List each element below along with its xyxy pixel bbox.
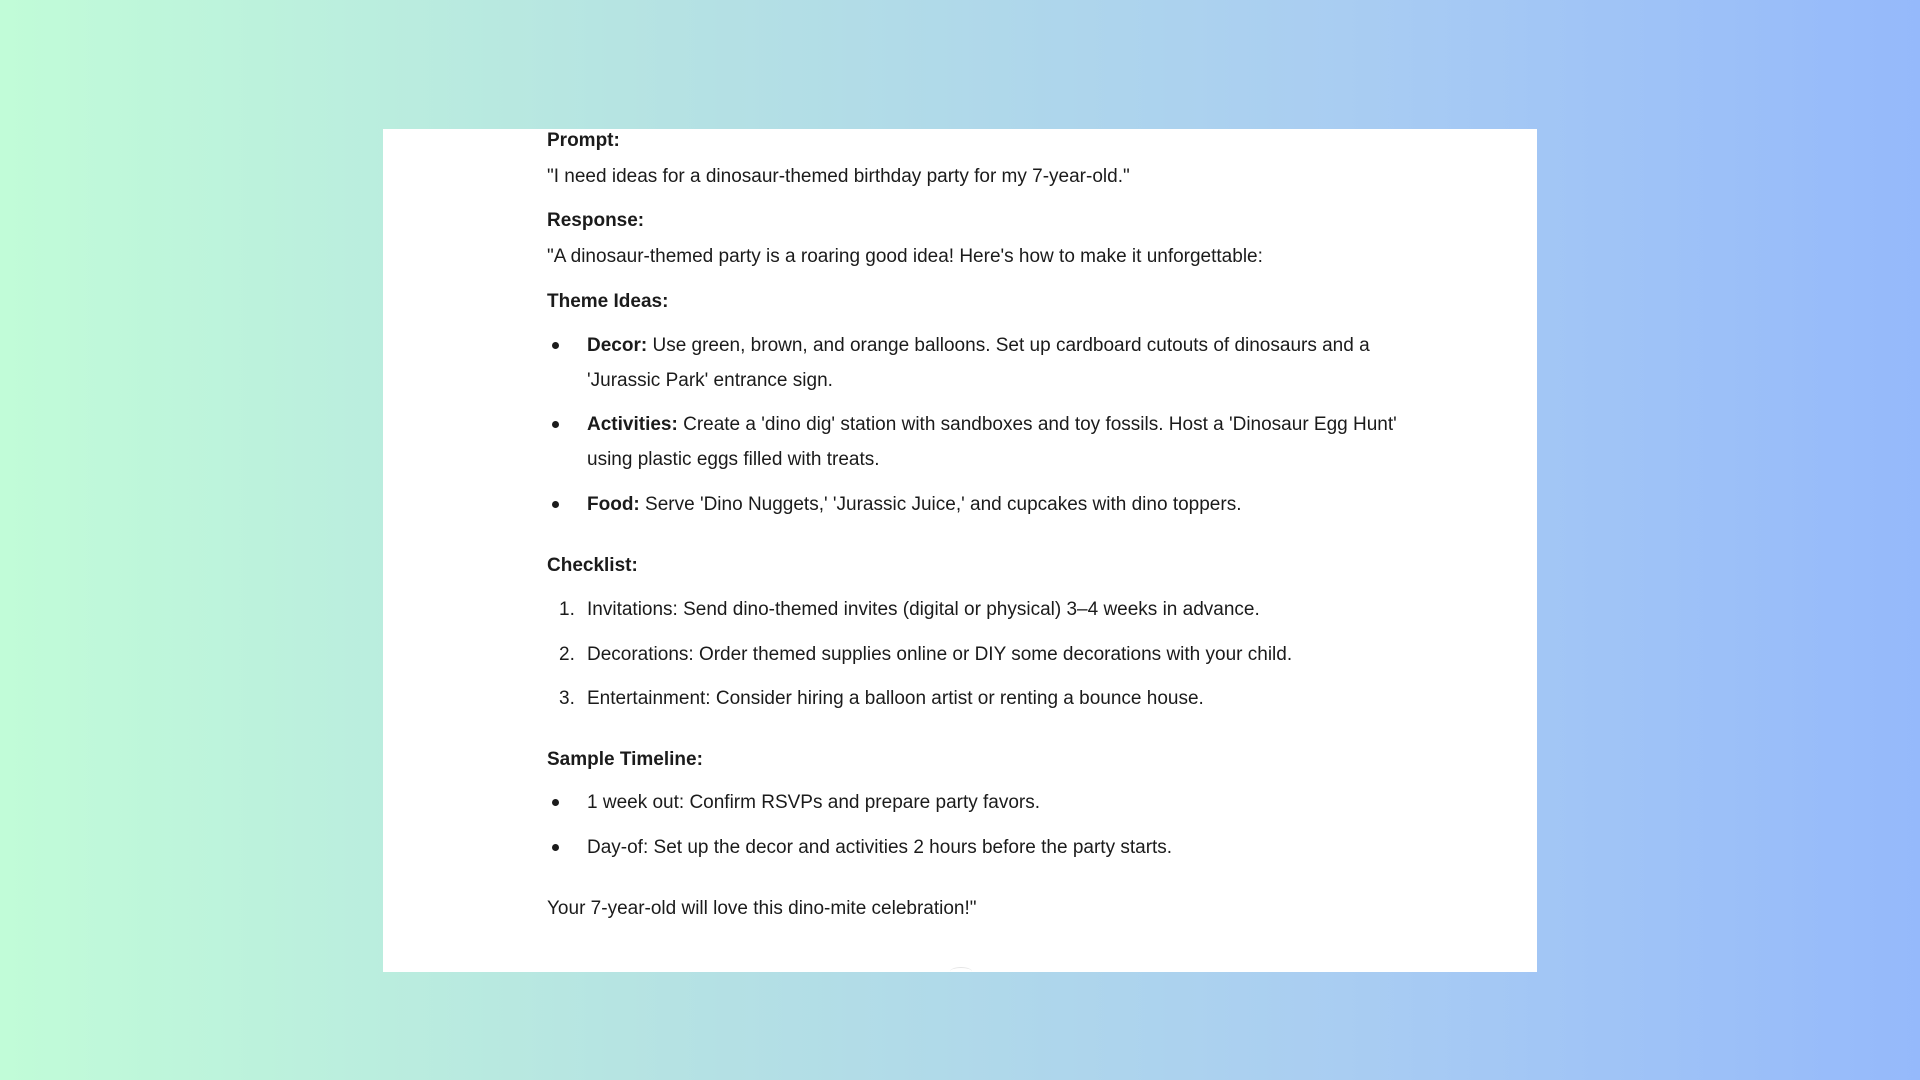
scroll-indicator [950,967,972,976]
list-item-text: Create a 'dino dig' station with sandboxes and toy fossils. Host a 'Dinosaur Egg Hunt' using plastic eggs filled with treats. [587,414,1397,470]
bullet-icon [552,421,559,428]
bullet-icon [552,342,559,349]
document-card [383,129,1537,972]
closing-text: Your 7-year-old will love this dino-mite celebration!" [547,898,977,919]
bullet-icon [552,799,559,806]
bullet-icon [552,501,559,508]
list-item-text: Entertainment: Consider hiring a balloon artist or renting a bounce house. [587,688,1204,709]
list-item-label: Decor: [587,335,648,356]
list-item-text: Serve 'Dino Nuggets,' 'Jurassic Juice,' and cupcakes with dino toppers. [639,494,1242,515]
list-item-number: 3. [559,688,575,709]
list-item-text: 1 week out: Confirm RSVPs and prepare party favors. [587,792,1041,813]
checklist-heading: Checklist: [547,555,638,576]
list-item-text: Invitations: Send dino-themed invites (digital or physical) 3–4 weeks in advance. [587,599,1260,620]
list-item-text: Day-of: Set up the decor and activities 2 hours before the party starts. [587,837,1173,858]
response-intro: "A dinosaur-themed party is a roaring good idea! Here's how to make it unforgettable: [547,246,1263,267]
list-item-label: Food: [587,494,640,515]
list-item-text: Use green, brown, and orange balloons. Set up cardboard cutouts of dinosaurs and a 'Jurassic Park' entrance sign. [587,335,1370,391]
prompt-text: "I need ideas for a dinosaur-themed birthday party for my 7-year-old." [547,166,1130,187]
response-heading: Response: [547,210,645,231]
list-item-number: 2. [559,644,575,665]
theme-ideas-heading: Theme Ideas: [547,291,669,312]
prompt-heading: Prompt: [547,130,620,151]
list-item-number: 1. [559,599,575,620]
list-item-text: Decorations: Order themed supplies online or DIY some decorations with your child. [587,644,1293,665]
timeline-heading: Sample Timeline: [547,749,703,770]
list-item-label: Activities: [587,414,678,435]
bullet-icon [552,844,559,851]
